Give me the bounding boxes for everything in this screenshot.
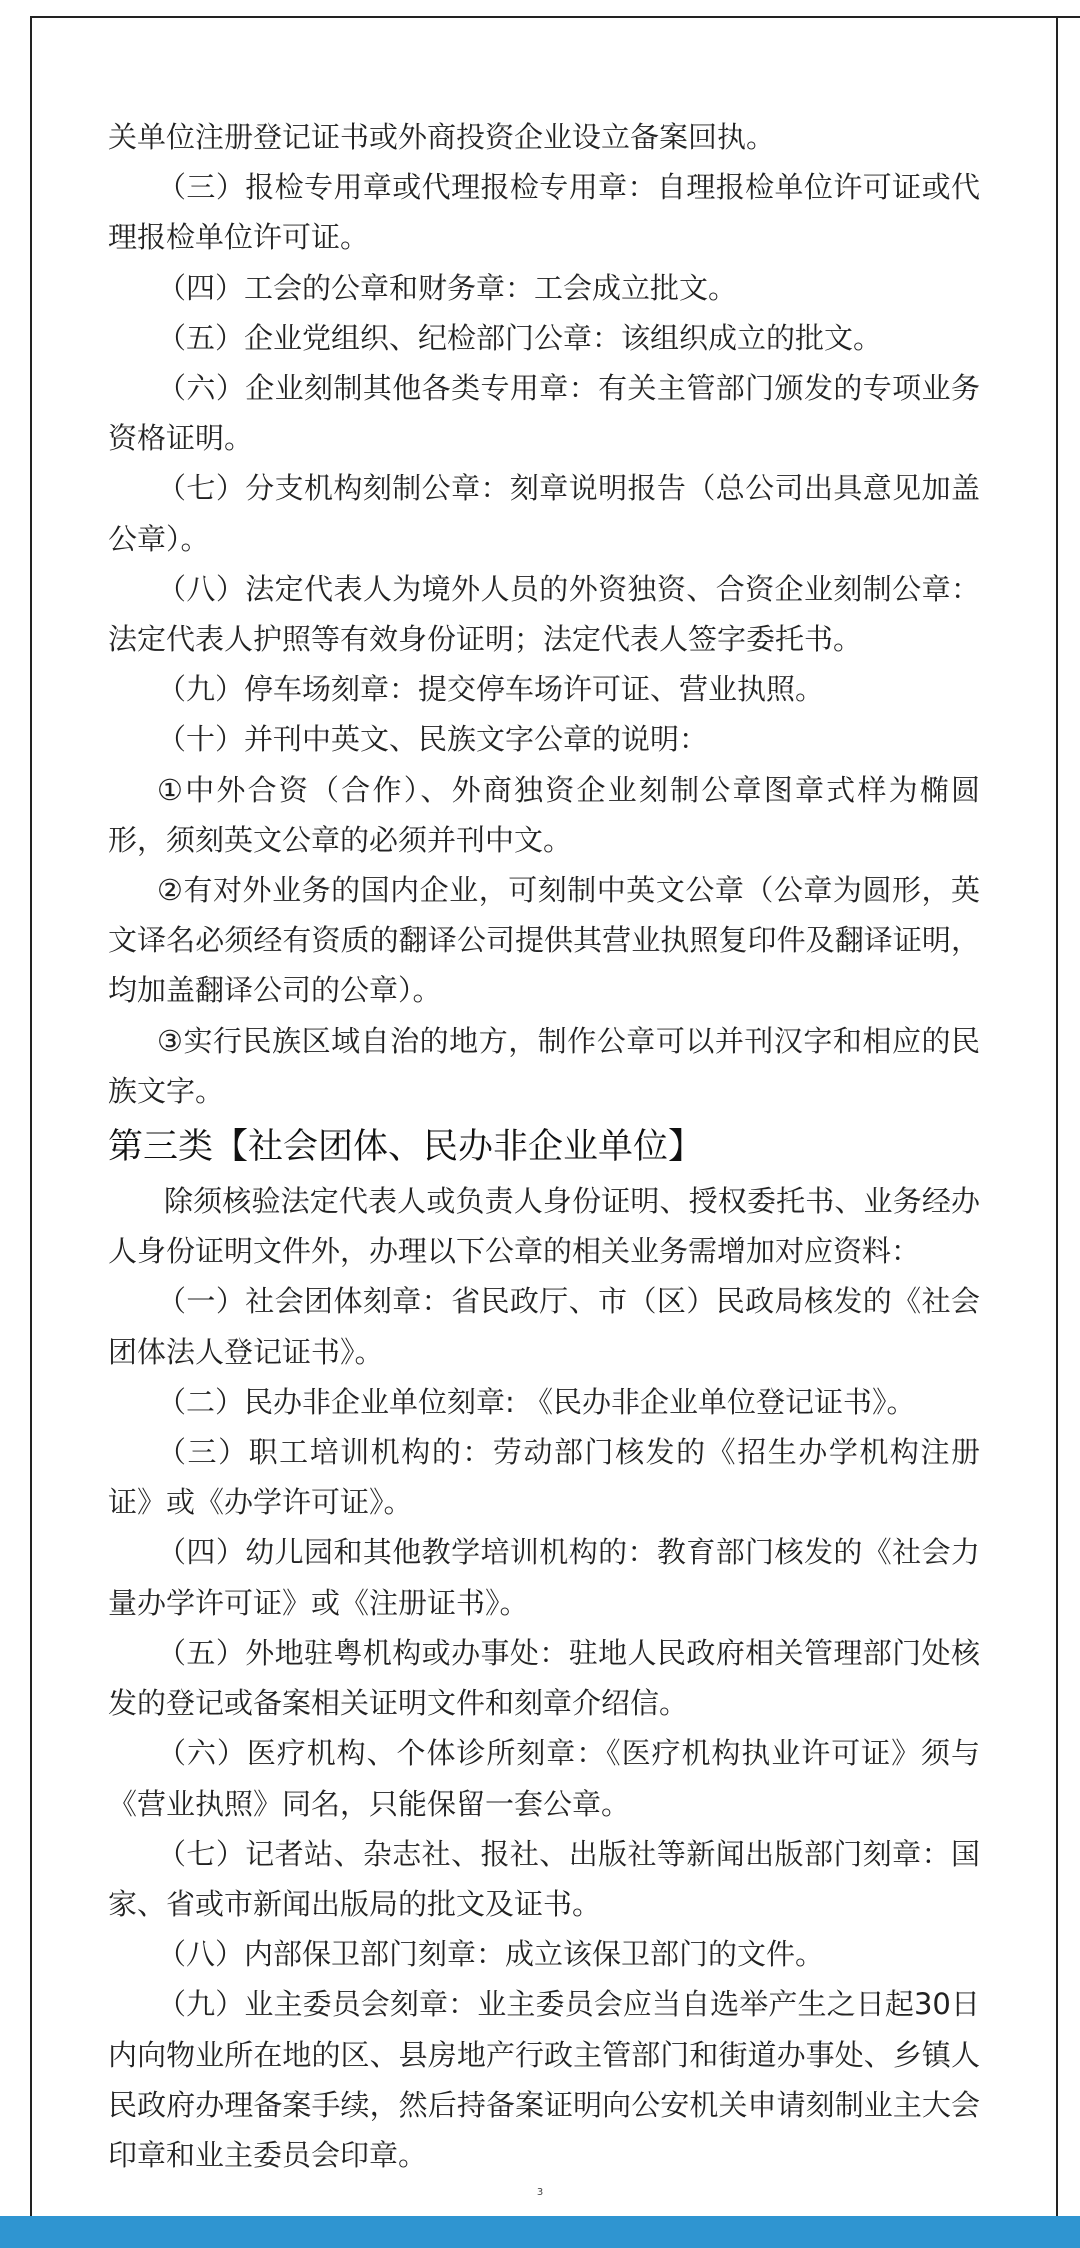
- paragraph-note-2: ②有对外业务的国内企业，可刻制中英文公章（公章为圆形，英文译名必须经有资质的翻译公司提供其营业执照复印件及翻译证明，均加盖翻译公司的公章）。: [108, 873, 980, 1008]
- paragraph-social-group-seal: （一）社会团体刻章：省民政厅、市（区）民政局核发的《社会团体法人登记证书》。: [108, 1284, 980, 1369]
- paragraph-inspection-seal: （三）报检专用章或代理报检专用章：自理报检单位许可证或代理报检单位许可证。: [108, 170, 980, 255]
- page-frame-right-border: [1056, 16, 1058, 2216]
- paragraph-registration-receipt: 关单位注册登记证书或外商投资企业设立备案回执。: [108, 120, 776, 154]
- paragraph-parking-seal: （九）停车场刻章：提交停车场许可证、营业执照。: [157, 672, 825, 707]
- footer-bar: [0, 2216, 1080, 2248]
- paragraph-office-seal: （五）外地驻粤机构或办事处：驻地人民政府相关管理部门处核发的登记或备案相关证明文件和刻章介绍信。: [108, 1635, 980, 1721]
- paragraph-party-seal: （五）企业党组织、纪检部门公章：该组织成立的批文。: [157, 320, 883, 355]
- paragraph-intro: 除须核验法定代表人或负责人身份证明、授权委托书、业务经办人身份证明文件外，办理以下公章的相关业务需增加对应资料：: [108, 1184, 980, 1269]
- paragraph-press-seal: （七）记者站、杂志社、报社、出版社等新闻出版部门刻章：国家、省或市新闻出版局的批文及证书。: [108, 1836, 980, 1921]
- paragraph-bilingual-note: （十）并刊中英文、民族文字公章的说明：: [157, 722, 709, 757]
- paragraph-security-seal: （八）内部保卫部门刻章：成立该保卫部门的文件。: [157, 1937, 825, 1972]
- paragraph-note-1: ①中外合资（合作）、外商独资企业刻制公章图章式样为椭圆形，须刻英文公章的必须并刊中文。: [108, 772, 980, 857]
- page-frame-left-border: [30, 16, 32, 2216]
- paragraph-kindergarten-seal: （四）幼儿园和其他教学培训机构的：教育部门核发的《社会力量办学许可证》或《注册证书》。: [108, 1535, 980, 1620]
- paragraph-medical-seal: （六）医疗机构、个体诊所刻章：《医疗机构执业许可证》须与《营业执照》同名，只能保留一套公章。: [108, 1736, 980, 1821]
- document-body: [108, 112, 980, 2180]
- paragraph-private-nonprofit-seal: （二）民办非企业单位刻章: 《民办非企业单位登记证书》。: [157, 1384, 916, 1419]
- paragraph-branch-seal: （七）分支机构刻制公章：刻章说明报告（总公司出具意见加盖公章）。: [108, 471, 980, 556]
- paragraph-special-seal: （六）企业刻制其他各类专用章：有关主管部门颁发的专项业务资格证明。: [108, 371, 980, 456]
- section-heading: 第三类【社会团体、民办非企业单位】: [108, 1127, 704, 1168]
- paragraph-note-3: ③实行民族区域自治的地方，制作公章可以并刊汉字和相应的民族文字。: [108, 1023, 980, 1108]
- paragraph-foreign-representative: （八）法定代表人为境外人员的外资独资、合资企业刻制公章：法定代表人护照等有效身份证明；法定代表人签字委托书。: [108, 571, 980, 657]
- paragraph-owners-committee-seal: （九）业主委员会刻章：业主委员会应当自选举产生之日起30日内向物业所在地的区、县房地产行政主管部门和街道办事处、乡镇人民政府办理备案手续，然后持备案证明向公安机关申请刻制业主大会印章和业主委员会印章。: [108, 1987, 980, 2172]
- paragraph-union-seal: （四）工会的公章和财务章：工会成立批文。: [157, 270, 738, 305]
- paragraph-training-seal: （三）职工培训机构的：劳动部门核发的《招生办学机构注册证》或《办学许可证》。: [108, 1435, 980, 1520]
- page-number: 3: [536, 2187, 544, 2198]
- page-frame-top-border: [30, 16, 1080, 18]
